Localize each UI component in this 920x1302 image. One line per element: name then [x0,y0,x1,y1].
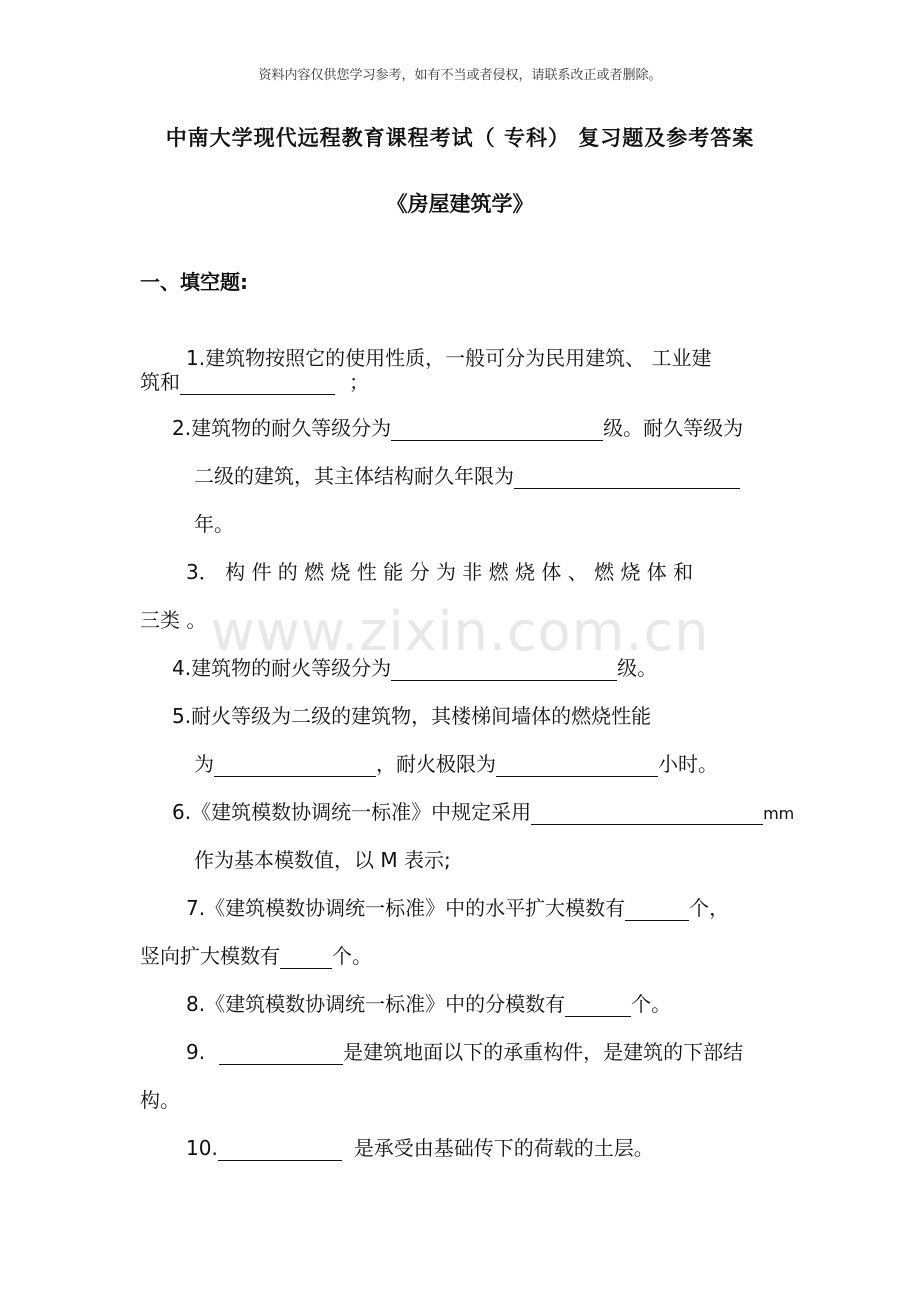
answer-blank[interactable] [219,1042,343,1065]
answer-blank[interactable] [180,372,335,395]
question-10-line [186,1132,654,1161]
question-7-text: 7.《建筑模数协调统一标准》中的水平扩大模数有 [186,896,626,920]
question-8-line [186,988,671,1017]
question-1-end: ； [349,370,369,394]
question-4-end: 级。 [617,656,658,680]
question-9-text: 是建筑地面以下的承重构件，是建筑的下部结 [343,1040,744,1064]
question-5-line-1: 5.耐火等级为二级的建筑物，其楼梯间墙体的燃烧性能 [172,704,652,728]
question-9-number: 9. [186,1040,206,1064]
answer-blank[interactable] [496,754,658,777]
question-7-end-2: 个。 [332,944,372,968]
question-2-text-2: 二级的建筑，其主体结构耐久年限为 [194,464,514,488]
answer-blank[interactable] [565,994,631,1017]
question-9-line-2: 构。 [140,1088,180,1112]
answer-blank[interactable] [391,418,603,441]
question-7-end: 个， [689,896,730,920]
question-2-line-2 [194,460,740,489]
question-6-text: 6.《建筑模数协调统一标准》中规定采用 [172,800,532,824]
section-heading: 一、填空题: [140,270,248,294]
question-5-end: 小时。 [658,752,718,776]
question-5-line-2 [194,748,718,777]
question-2-line-3: 年。 [194,512,234,536]
answer-blank[interactable] [531,802,763,825]
document-subtitle: 《房屋建筑学》 [386,192,534,216]
question-4-line [172,652,657,681]
question-1-text: 筑和 [140,370,180,394]
question-2-text: 2.建筑物的耐久等级分为 [172,416,392,440]
question-6-unit: mm [763,804,795,823]
question-8-text: 8.《建筑模数协调统一标准》中的分模数有 [186,992,566,1016]
watermark-text: www.zixin.com.cn [210,600,710,663]
question-9-line-1 [186,1036,743,1065]
question-7-line-1 [186,892,729,921]
question-5-text: 为 [194,752,214,776]
question-4-text: 4.建筑物的耐火等级分为 [172,656,392,680]
question-8-end: 个。 [631,992,672,1016]
answer-blank[interactable] [625,898,689,921]
question-1-line-1: 1.建筑物按照它的使用性质，一般可分为民用建筑、 工业建 [186,346,712,370]
document-title: 中南大学现代远程教育课程考试（ 专科） 复习题及参考答案 [165,126,755,150]
question-6-line-2: 作为基本模数值，以 M 表示; [194,848,451,872]
question-7-text-2: 竖向扩大模数有 [140,944,280,968]
answer-blank[interactable] [218,1138,342,1161]
answer-blank[interactable] [514,466,740,489]
question-1-line-2 [140,366,369,395]
question-10-number: 10. [186,1136,218,1160]
question-3-line-2: 三类 。 [140,608,207,632]
answer-blank[interactable] [391,658,617,681]
question-2-text-after: 级。耐久等级为 [603,416,744,440]
answer-blank[interactable] [214,754,376,777]
question-5-mid: ，耐火极限为 [376,752,496,776]
question-10-text: 是承受由基础传下的荷载的土层。 [353,1136,654,1160]
answer-blank[interactable] [280,946,332,969]
question-6-line-1 [172,796,794,825]
question-2-line-1 [172,412,743,441]
header-note: 资料内容仅供您学习参考，如有不当或者侵权，请联系改正或者删除。 [258,68,662,83]
question-3-line-1: 3． 构 件 的 燃 烧 性 能 分 为 非 燃 烧 体 、 燃 烧 体 和 [186,560,694,584]
question-7-line-2 [140,940,372,969]
